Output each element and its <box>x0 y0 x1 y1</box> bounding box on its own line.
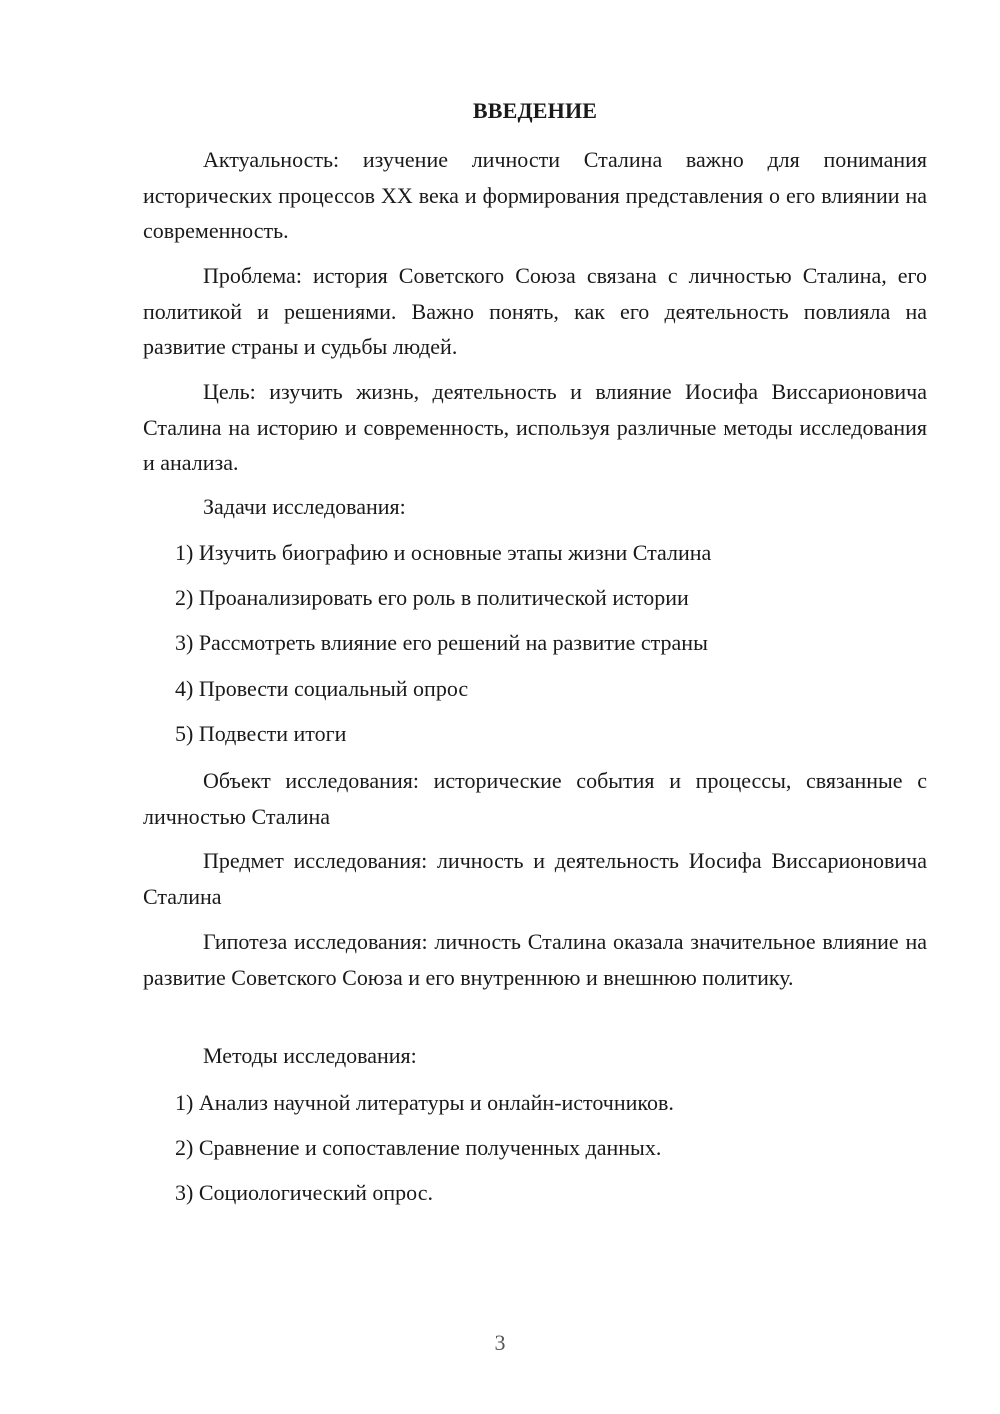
object-paragraph: Объект исследования: исторические события и процессы, связанные с личностью Сталина <box>143 768 927 829</box>
method-item: 1) Анализ научной литературы и онлайн-источников. <box>175 1090 674 1115</box>
page-number: 3 <box>494 1330 506 1355</box>
tasks-heading: Задачи исследования: <box>203 494 406 519</box>
task-item: 5) Подвести итоги <box>175 721 347 746</box>
method-item: 3) Социологический опрос. <box>175 1180 433 1205</box>
task-item: 4) Провести социальный опрос <box>175 676 469 701</box>
task-item: 1) Изучить биографию и основные этапы жизни Сталина <box>175 540 712 565</box>
subject-paragraph: Предмет исследования: личность и деятельность Иосифа Виссарионовича Сталина <box>143 848 927 909</box>
task-item: 2) Проанализировать его роль в политической истории <box>175 585 689 610</box>
relevance-paragraph: Актуальность: изучение личности Сталина важно для понимания исторических процессов XX века и формирования представления о его влиянии на современность. <box>143 147 927 243</box>
hypothesis-paragraph: Гипотеза исследования: личность Сталина оказала значительное влияние на развитие Советского Союза и его внутреннюю и внешнюю политику. <box>143 929 927 990</box>
task-item: 3) Рассмотреть влияние его решений на развитие страны <box>175 630 708 655</box>
methods-heading: Методы исследования: <box>203 1043 417 1068</box>
goal-paragraph: Цель: изучить жизнь, деятельность и влияние Иосифа Виссарионовича Сталина на историю и современность, используя различные методы исследования и анализа. <box>143 379 927 475</box>
section-title: ВВЕДЕНИЕ <box>472 98 598 123</box>
method-item: 2) Сравнение и сопоставление полученных данных. <box>175 1135 662 1160</box>
problem-paragraph: Проблема: история Советского Союза связана с личностью Сталина, его политикой и решениями. Важно понять, как его деятельность повлияла на развитие страны и судьбы людей. <box>143 263 927 359</box>
